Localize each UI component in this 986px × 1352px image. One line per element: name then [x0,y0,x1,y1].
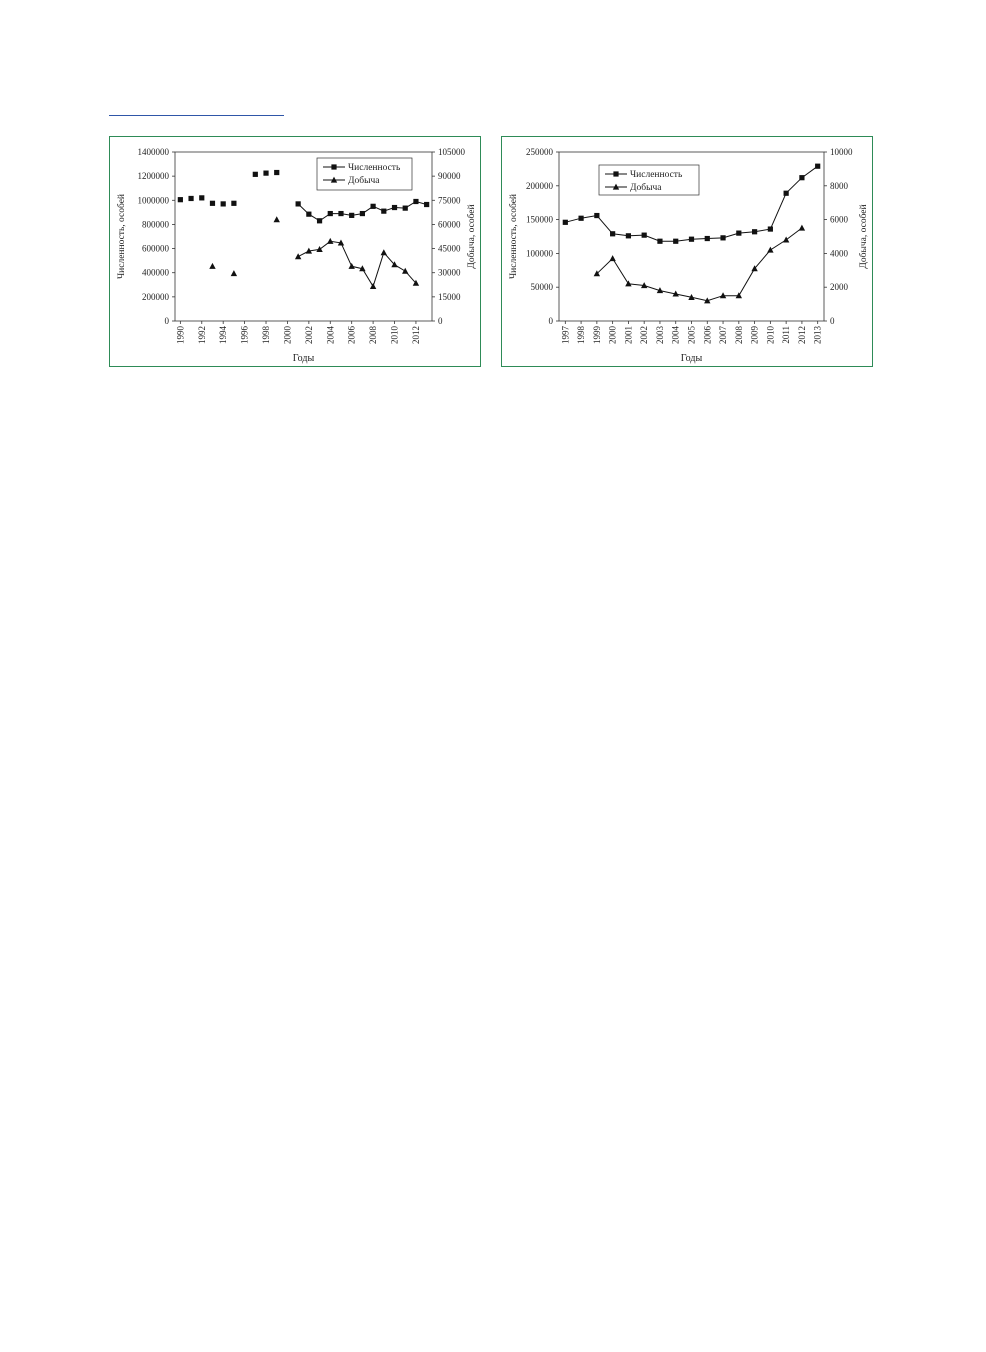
population-data-point [381,209,386,214]
harvest-data-point [274,216,280,222]
population-data-point [815,164,820,169]
y-tick-label: 250000 [526,147,553,157]
y2-tick-label: 105000 [438,147,465,157]
harvest-data-point [609,255,615,261]
x-tick-label: 1996 [239,326,250,344]
x-axis-title: Годы [680,353,703,364]
chart-panel-right [501,136,873,367]
y2-tick-label: 75000 [438,195,461,206]
population-data-point [689,237,694,242]
harvest-data-point [295,253,301,259]
x-tick-label: 1997 [560,326,571,344]
population-data-point [578,216,583,221]
population-data-point [736,231,741,236]
chart-right [502,137,872,366]
harvest-data-point [209,263,215,269]
population-data-point [317,218,322,223]
y-tick-label: 150000 [526,214,553,225]
population-data-point [188,196,193,201]
x-tick-label: 2006 [702,326,713,344]
population-data-point [371,204,376,209]
chart-left [110,137,480,366]
y2-tick-label: 0 [438,316,443,326]
harvest-series-line [298,241,416,286]
population-data-point [610,231,615,236]
y2-tick-label: 45000 [438,243,461,254]
x-tick-label: 2012 [410,326,421,344]
legend-population-label: Численность [348,163,401,173]
population-data-point [403,206,408,211]
y2-tick-label: 60000 [438,219,461,230]
population-data-point [752,229,757,234]
harvest-data-point [327,238,333,244]
y2-tick-label: 2000 [830,282,848,293]
population-data-point [178,197,183,202]
harvest-data-point [799,225,805,231]
y-tick-label: 400000 [142,267,169,278]
population-data-point [296,201,301,206]
y-tick-label: 0 [548,316,553,326]
population-data-point [210,201,215,206]
harvest-data-point [625,280,631,286]
y-axis-title: Численность, особей [509,194,519,279]
population-data-point [306,212,311,217]
x-tick-label: 2009 [749,326,760,344]
x-tick-label: 2000 [282,326,293,344]
y-tick-label: 800000 [142,219,169,230]
x-tick-label: 2012 [796,326,807,344]
y-tick-label: 1400000 [137,147,169,157]
population-data-point [199,195,204,200]
harvest-data-point [370,283,376,289]
y2-tick-label: 15000 [438,291,461,302]
x-tick-label: 1994 [218,326,229,344]
x-tick-label: 2008 [733,326,744,344]
x-tick-label: 1992 [196,326,207,344]
x-tick-label: 2000 [607,326,618,344]
y2-tick-label: 30000 [438,267,461,278]
population-data-point [784,191,789,196]
x-tick-label: 1998 [576,326,587,344]
y-tick-label: 200000 [526,180,553,191]
x-tick-label: 2006 [346,326,357,344]
population-data-point [657,239,662,244]
harvest-data-point [316,246,322,252]
y-tick-label: 200000 [142,291,169,302]
x-tick-label: 2010 [765,326,776,344]
y2-axis-title: Добыча, особей [467,204,477,269]
y-axis-title: Численность, особей [117,194,127,279]
x-tick-label: 2013 [812,326,823,344]
population-data-point [413,199,418,204]
population-data-point [263,171,268,176]
y-tick-label: 1000000 [137,195,169,206]
x-tick-label: 2002 [303,326,314,344]
x-tick-label: 1990 [175,326,186,344]
x-tick-label: 2003 [654,326,665,344]
x-tick-label: 2004 [325,326,336,344]
harvest-data-point [402,268,408,274]
population-data-point [673,239,678,244]
population-data-point [594,213,599,218]
y2-tick-label: 0 [830,316,835,326]
x-tick-label: 2011 [781,326,792,344]
population-data-point [392,205,397,210]
harvest-data-point [231,270,237,276]
x-tick-label: 1998 [261,326,272,344]
population-data-point [360,211,365,216]
population-data-point [642,233,647,238]
x-tick-label: 2010 [389,326,400,344]
y2-tick-label: 6000 [830,214,848,225]
harvest-data-point [348,263,354,269]
legend-population-marker [331,164,336,169]
x-axis-title: Годы [292,353,315,364]
chart-panel-left [109,136,481,367]
legend-harvest-label: Добыча [348,176,380,186]
x-tick-label: 2002 [639,326,650,344]
population-data-point [799,175,804,180]
population-data-point [563,220,568,225]
population-data-point [231,201,236,206]
y-tick-label: 1200000 [137,171,169,182]
legend-harvest-label: Добыча [630,183,662,193]
legend-population-marker [613,171,618,176]
y2-axis-title: Добыча, особей [859,204,869,269]
population-data-point [768,226,773,231]
population-data-point [424,202,429,207]
y-tick-label: 0 [164,316,169,326]
population-data-point [328,211,333,216]
population-data-point [349,213,354,218]
x-tick-label: 2008 [368,326,379,344]
harvest-data-point [381,249,387,255]
population-data-point [274,170,279,175]
x-tick-label: 1999 [591,326,602,344]
population-data-point [626,233,631,238]
population-data-point [253,172,258,177]
y2-tick-label: 10000 [830,147,853,157]
x-tick-label: 2007 [718,326,729,344]
y-tick-label: 100000 [526,248,553,259]
x-tick-label: 2005 [686,326,697,344]
population-data-point [705,236,710,241]
header-rule [109,115,284,116]
population-data-point [720,235,725,240]
y-tick-label: 600000 [142,243,169,254]
y2-tick-label: 4000 [830,248,848,259]
y2-tick-label: 8000 [830,180,848,191]
y-tick-label: 50000 [530,282,553,293]
harvest-data-point [767,247,773,253]
population-data-point [221,201,226,206]
population-data-point [338,211,343,216]
legend-population-label: Численность [630,170,683,180]
harvest-data-point [783,236,789,242]
x-tick-label: 2001 [623,326,634,344]
x-tick-label: 2004 [670,326,681,344]
y2-tick-label: 90000 [438,171,461,182]
